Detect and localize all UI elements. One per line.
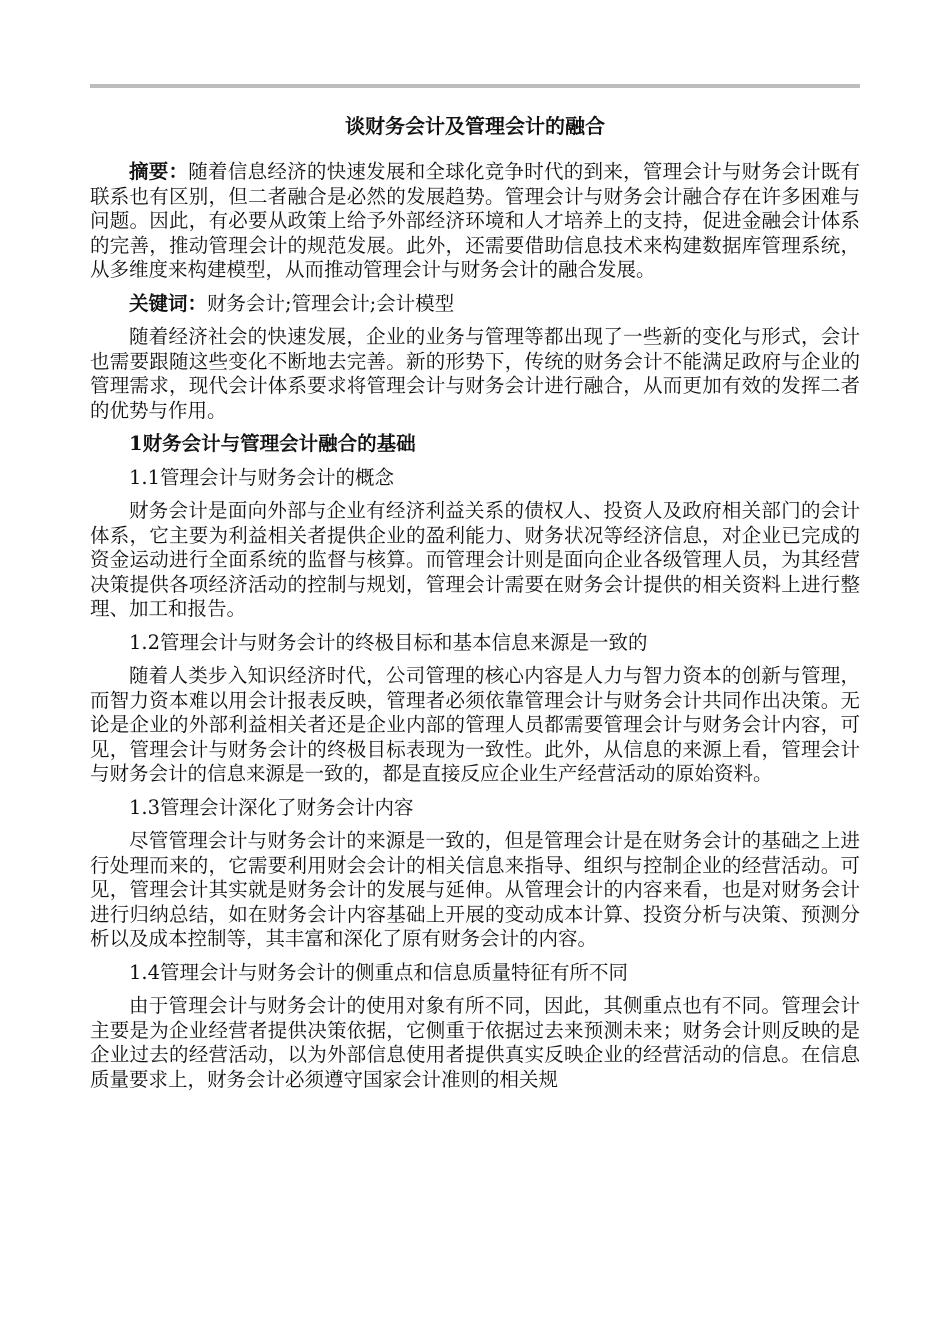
document-page: [90, 110, 860, 1101]
keywords-text: 财务会计;管理会计;会计模型: [207, 291, 455, 315]
section-1-1-heading: 1.1管理会计与财务会计的概念: [129, 465, 395, 489]
keywords-paragraph: [90, 292, 860, 317]
document-title: 谈财务会计及管理会计的融合: [345, 114, 605, 138]
section-1-2-heading: 1.2管理会计与财务会计的终极目标和基本信息来源是一致的: [129, 630, 648, 654]
section-1-3-heading: 1.3管理会计深化了财务会计内容: [129, 795, 414, 819]
section-1-3-paragraph: 尽管管理会计与财务会计的来源是一致的，但是管理会计是在财务会计的基础之上进行处理而来的，它需要利用财会会计的相关信息来指导、组织与控制企业的经营活动。可见，管理会计其实就是财务会计的发展与延伸。从管理会计的内容来看，也是对财务会计进行归纳总结，如在财务会计内容基础上开展的变动成本计算、投资分析与决策、预测分析以及成本控制等，其丰富和深化了原有财务会计的内容。: [90, 829, 860, 950]
top-rule: [90, 84, 860, 88]
section-1-1-paragraph: 财务会计是面向外部与企业有经济利益关系的债权人、投资人及政府相关部门的会计体系，它主要为利益相关者提供企业的盈利能力、财务状况等经济信息，对企业已完成的资金运动进行全面系统的监督与核算。而管理会计则是面向企业各级管理人员，为其经营决策提供各项经济活动的控制与规划，管理会计需要在财务会计提供的相关资料上进行整理、加工和报告。: [90, 499, 860, 620]
section-1-2-paragraph: 随着人类步入知识经济时代，公司管理的核心内容是人力与智力资本的创新与管理，而智力资本难以用会计报表反映，管理者必须依靠管理会计与财务会计共同作出决策。无论是企业的外部利益相关者还是企业内部的管理人员都需要管理会计与财务会计内容，可见，管理会计与财务会计的终极目标表现为一致性。此外，从信息的来源上看，管理会计与财务会计的信息来源是一致的，都是直接反应企业生产经营活动的原始资料。: [90, 664, 860, 785]
section-1-4-paragraph: 由于管理会计与财务会计的使用对象有所不同，因此，其侧重点也有不同。管理会计主要是为企业经营者提供决策依据，它侧重于依据过去来预测未来；财务会计则反映的是企业过去的经营活动，以为外部信息使用者提供真实反映企业的经营活动的信息。在信息质量要求上，财务会计必须遵守国家会计准则的相关规: [90, 994, 860, 1091]
abstract-text: 随着信息经济的快速发展和全球化竞争时代的到来，管理会计与财务会计既有联系也有区别，但二者融合是必然的发展趋势。管理会计与财务会计融合存在许多困难与问题。因此，有必要从政策上给予外部经济环境和人才培养上的支持，促进金融会计体系的完善，推动管理会计的规范发展。此外，还需要借助信息技术来构建数据库管理系统，从多维度来构建模型，从而推动管理会计与财务会计的融合发展。: [90, 160, 860, 281]
intro-paragraph: 随着经济社会的快速发展，企业的业务与管理等都出现了一些新的变化与形式，会计也需要跟随这些变化不断地去完善。新的形势下，传统的财务会计不能满足政府与企业的管理需求，现代会计体系要求将管理会计与财务会计进行融合，从而更加有效的发挥二者的优势与作用。: [90, 325, 860, 422]
keywords-label: 关键词：: [129, 291, 208, 315]
abstract-label: 摘要：: [129, 160, 189, 183]
abstract-paragraph: [90, 160, 860, 283]
section-1-heading: 1财务会计与管理会计融合的基础: [129, 432, 416, 455]
section-1-4-heading: 1.4管理会计与财务会计的侧重点和信息质量特征有所不同: [129, 960, 629, 984]
